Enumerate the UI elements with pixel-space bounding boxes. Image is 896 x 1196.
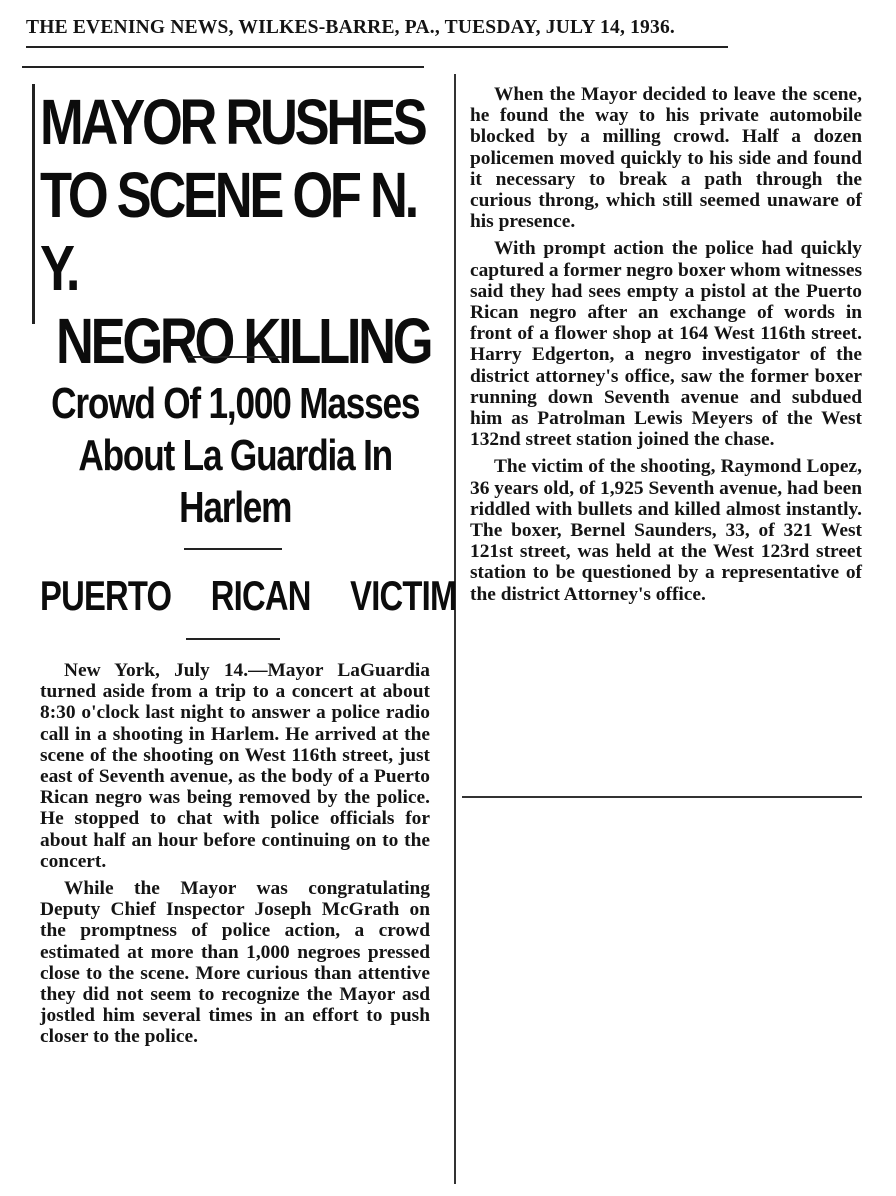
column-rule [454,74,456,1184]
headline-line-3: NEGRO KILLING [56,305,431,377]
masthead: THE EVENING NEWS, WILKES-BARRE, PA., TUESDAY, JULY 14, 1936. [26,10,728,48]
article-paragraph: With prompt action the police had quickly captured a former negro boxer whom witnesses said they had sees empty a pistol at the Puerto Rican negro after an exchange of words in front of a flower shop at 164 West 116th street. Harry Edgerton, a negro investigator of the district attorney's office, saw the former boxer running down Seventh avenue and subdued him as Patrolman Lewis Meyers of the West 132nd street station joined the chase. [470,238,862,451]
article-column-left [40,660,430,1054]
headline-line-2: TO SCENE OF N. Y. [40,159,416,304]
subheadline-line-2: About La Guardia In [78,431,392,480]
article-paragraph: The victim of the shooting, Raymond Lopez, 36 years old, of 1,925 Seventh avenue, had been riddled with bullets and killed almost instantly. The boxer, Bernel Saunders, 33, of 321 West 121st street, was held at the West 123rd street station to be questioned by a representative of the district Attorney's office. [470,456,862,605]
divider-3 [186,638,280,640]
divider-2 [184,548,282,550]
headline [40,86,430,378]
article-end-rule [462,796,862,798]
subheadline-line-1: Crowd Of 1,000 Masses [51,379,420,428]
article-paragraph: When the Mayor decided to leave the scene, he found the way to his private automobile blocked by a milling crowd. Half a dozen policemen moved quickly to his side and found it necessary to break a path through the curious throng, which still seemed unaware of his presence. [470,84,862,233]
headline-line-1: MAYOR RUSHES [40,86,425,158]
deck-headline: PUERTO RICAN VICTIM [40,572,457,619]
article-column-right [470,84,862,611]
article-paragraph: New York, July 14.—Mayor LaGuardia turned aside from a trip to a concert at about 8:30 o'clock last night to answer a police radio call in a shooting in Harlem. He arrived at the scene of the shooting on West 116th street, just east of Seventh avenue, as the body of a Puerto Rican negro was being removed by the police. He stopped to chat with police officials for about half an hour before continuing on to the concert. [40,660,430,872]
article-paragraph: While the Mayor was congratulating Deputy Chief Inspector Joseph McGrath on the promptness of police action, a crowd estimated at more than 1,000 negroes pressed close to the scene. More curious than attentive they did not seem to recognize the Mayor asd jostled him several times in an effort to push closer to the police. [40,878,430,1048]
left-edge-rule [32,84,35,324]
divider-1 [188,356,282,358]
top-rule [22,66,424,68]
subheadline [40,378,430,534]
subheadline-line-3: Harlem [179,483,292,532]
